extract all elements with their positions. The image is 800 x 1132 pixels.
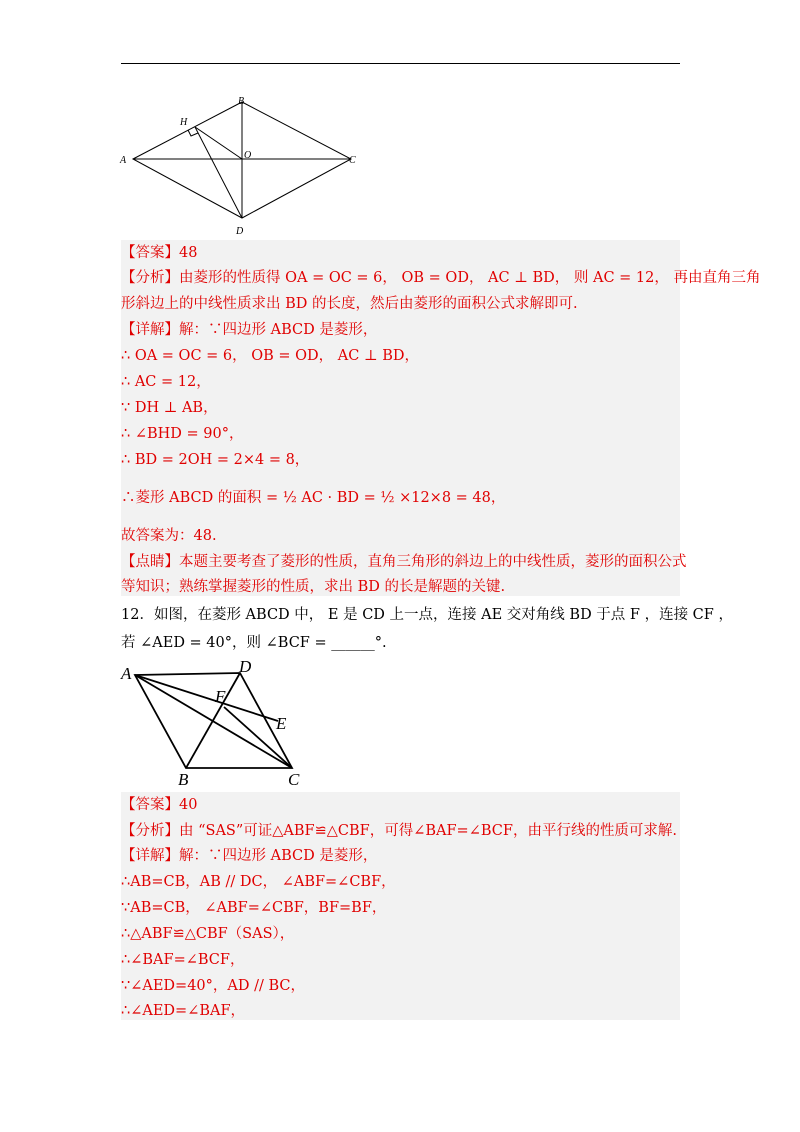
label-a: A bbox=[121, 664, 132, 683]
label-a: A bbox=[120, 155, 127, 166]
solution-line: ∴∠AED=∠BAF， bbox=[121, 1003, 246, 1019]
analysis-line: 【分析】由 “SAS”可证△ABF≌△CBF，可得∠BAF=∠BCF，由平行线的性质可求解. bbox=[121, 823, 678, 839]
solution-line: ∴ AC = 12， bbox=[121, 374, 211, 390]
solution-line: ∴AB=CB，AB // DC， ∠ABF=∠CBF， bbox=[121, 874, 396, 890]
solution-line: ∴ ∠BHD = 90°， bbox=[121, 426, 244, 442]
analysis-line: 【分析】由菱形的性质得 OA = OC = 6， OB = OD， AC ⊥ BD， 则 AC = 12， 再由直角三角 bbox=[121, 270, 761, 286]
solution-line: ∴ BD = 2OH = 2×4 = 8， bbox=[121, 452, 310, 468]
solution-line: ∵ DH ⊥ AB， bbox=[121, 400, 218, 416]
label-d: D bbox=[236, 226, 244, 237]
label-o: O bbox=[244, 150, 252, 161]
answer-line: 【答案】48 bbox=[121, 245, 198, 261]
label-d: D bbox=[239, 657, 252, 676]
analysis-line: 形斜边上的中线性质求出 BD 的长度，然后由菱形的面积公式求解即可. bbox=[121, 296, 578, 312]
solution-line: ∵AB=CB， ∠ABF=∠CBF，BF=BF， bbox=[121, 900, 387, 916]
comment-line: 【点睛】本题主要考查了菱形的性质，直角三角形的斜边上的中线性质，菱形的面积公式 bbox=[121, 554, 687, 570]
label-h: H bbox=[180, 117, 188, 128]
label-c: C bbox=[349, 155, 356, 166]
solution-line: 【详解】解：∵四边形 ABCD 是菱形， bbox=[121, 322, 378, 338]
label-c: C bbox=[288, 770, 300, 789]
solution-line: ∴∠BAF=∠BCF， bbox=[121, 952, 245, 968]
label-b: B bbox=[238, 96, 245, 107]
solution-line: 故答案为：48. bbox=[121, 528, 217, 544]
label-e: E bbox=[276, 714, 287, 733]
comment-line: 等知识；熟练掌握菱形的性质，求出 BD 的长是解题的关键. bbox=[121, 579, 506, 595]
rhombus-figure-2 bbox=[118, 655, 318, 790]
question-line: 若 ∠AED = 40°，则 ∠BCF = ______°. bbox=[121, 635, 387, 651]
solution-line: ∴菱形 ABCD 的面积 = ½ AC · BD = ½ ×12×8 = 48， bbox=[121, 490, 506, 506]
label-f: F bbox=[215, 687, 226, 706]
solution-line: ∴△ABF≌△CBF（SAS）， bbox=[121, 926, 295, 942]
answer-line: 【答案】40 bbox=[121, 797, 198, 813]
header-rule bbox=[121, 63, 680, 64]
solution-line: ∵∠AED=40°，AD // BC， bbox=[121, 978, 306, 994]
question-line: 12．如图，在菱形 ABCD 中， E 是 CD 上一点，连接 AE 交对角线 BD 于点 F ，连接 CF ， bbox=[121, 607, 733, 623]
label-b: B bbox=[178, 770, 189, 789]
solution-line: 【详解】解：∵四边形 ABCD 是菱形， bbox=[121, 848, 378, 864]
solution-line: ∴ OA = OC = 6， OB = OD， AC ⊥ BD， bbox=[121, 348, 419, 364]
rhombus-figure-1 bbox=[118, 92, 363, 237]
